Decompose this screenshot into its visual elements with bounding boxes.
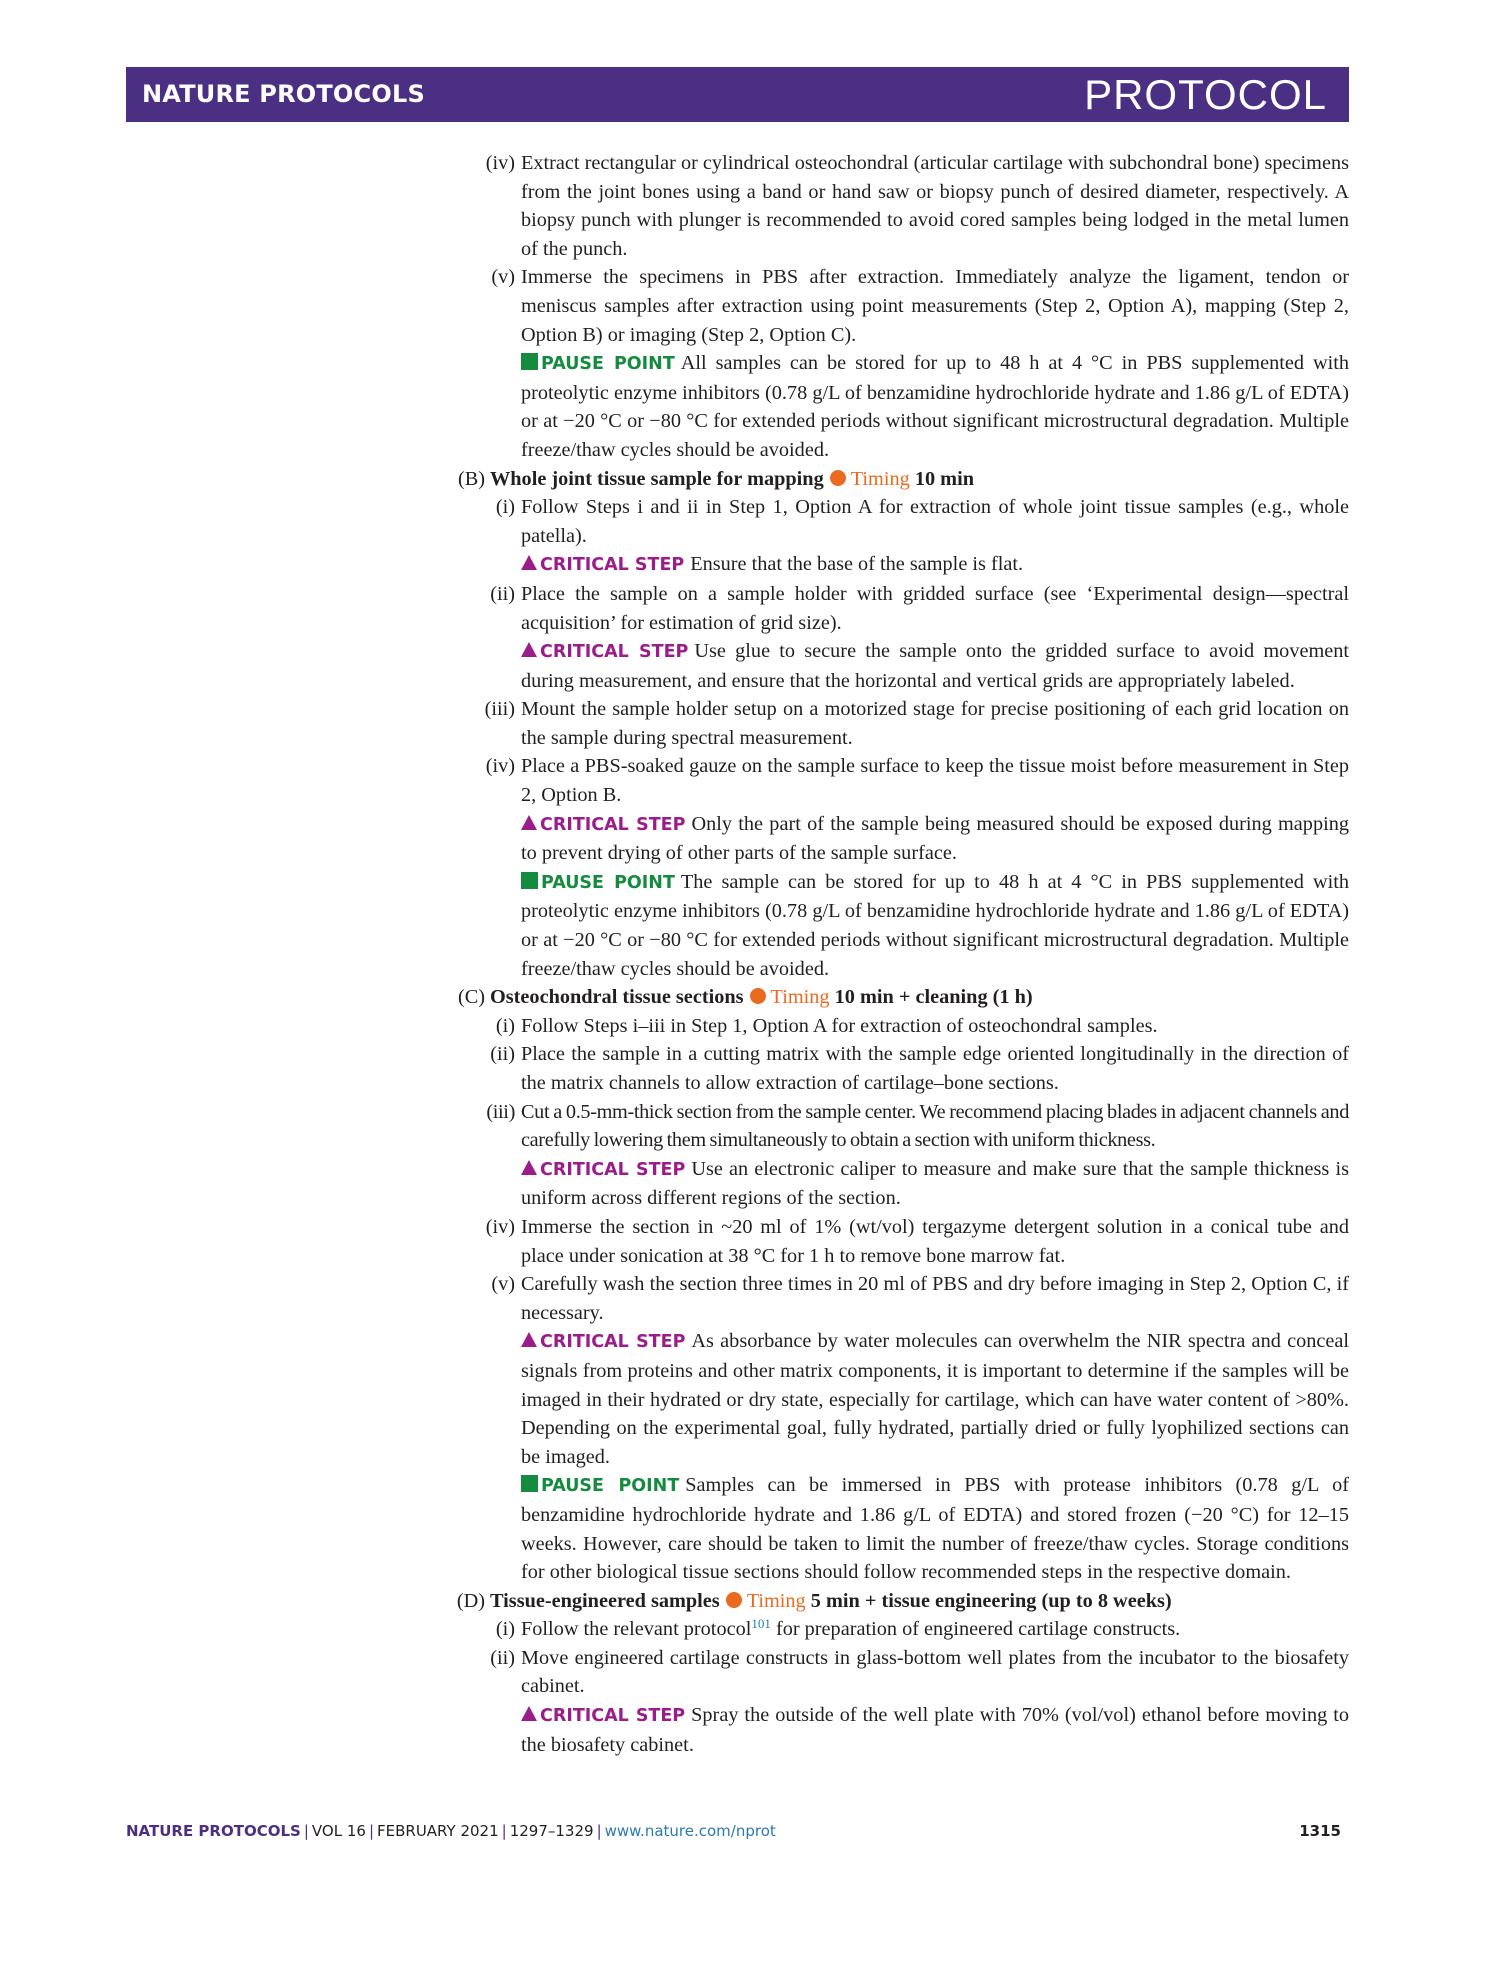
note-text: The sample can be stored for up to 48 h at 4 °C in PBS supplemented with proteolytic enzyme inhibitors (0.78 g/L of benzamidine hydrochloride hydrate and 1.86 g/L of EDTA) or at −20 °C or −80 °C for extended periods without significant microstructural degradation. Multiple freeze/thaw cycles should be avoided. — [521, 870, 1349, 980]
timing-label: Timing — [850, 467, 910, 490]
section-title: Whole joint tissue sample for mapping — [490, 467, 824, 490]
section-letter: (B) — [457, 467, 485, 490]
step-b-iii — [445, 695, 1349, 752]
critical-triangle-icon — [521, 1706, 537, 1721]
timing-dot-icon — [750, 988, 766, 1004]
critical-step-label: CRITICAL STEP — [540, 1706, 686, 1727]
pause-square-icon — [521, 1475, 538, 1492]
footer-url-link[interactable]: www.nature.com/nprot — [604, 1822, 776, 1840]
critical-triangle-icon — [521, 642, 537, 657]
main-content — [445, 149, 1349, 1759]
footer-journal: NATURE PROTOCOLS — [126, 1822, 301, 1840]
critical-step-label: CRITICAL STEP — [540, 814, 686, 835]
step-text: Place the sample in a cutting matrix with the sample edge oriented longitudinally in the direction of the matrix channels to allow extraction of cartilage–bone sections. — [521, 1043, 1349, 1094]
step-number: (iv) — [485, 152, 515, 174]
step-b-i — [445, 493, 1349, 550]
step-text: Immerse the specimens in PBS after extraction. Immediately analyze the ligament, tendon or meniscus samples after extraction using point measurements (Step 2, Option A), mapping (Step 2, Option B) or imaging (Step 2, Option C). — [521, 266, 1349, 346]
step-text: Move engineered cartilage constructs in glass-bottom well plates from the incubator to the biosafety cabinet. — [521, 1646, 1349, 1698]
pause-square-icon — [521, 353, 538, 370]
step-text: Cut a 0.5-mm-thick section from the sample center. We recommend placing blades in adjacent channels and carefully lowering them simultaneously to obtain a section with uniform thickness. — [521, 1100, 1349, 1152]
page-number: 1315 — [1299, 1822, 1341, 1840]
step-number: (iii) — [486, 1100, 515, 1123]
pause-point-note — [445, 349, 1349, 464]
footer-date: FEBRUARY 2021 — [377, 1822, 499, 1840]
note-text: All samples can be stored for up to 48 h at 4 °C in PBS supplemented with proteolytic enzyme inhibitors (0.78 g/L of benzamidine hydrochloride hydrate and 1.86 g/L of EDTA) or at −20 °C or −80 °C for extended periods without significant microstructural degradation. Multiple freeze/thaw cycles should be avoided. — [521, 352, 1350, 461]
note-text: As absorbance by water molecules can overwhelm the NIR spectra and conceal signals from proteins and other matrix components, it is important to determine if the samples will be imaged in their hydrated or dry state, especially for cartilage, which can have water content of >80%. Depending on the experimental goal, fully hydrated, partially dried or fully lyophilized sections can be imaged. — [521, 1330, 1350, 1468]
critical-step-note — [445, 810, 1349, 868]
footer-separator: | — [596, 1822, 602, 1840]
step-text: for preparation of engineered cartilage constructs. — [770, 1618, 1181, 1641]
pause-point-label: PAUSE POINT — [541, 354, 675, 375]
step-d-ii — [445, 1644, 1349, 1701]
step-a-v — [445, 263, 1349, 349]
critical-step-note — [445, 550, 1349, 580]
step-text: Follow Steps i and ii in Step 1, Option A for extraction of whole joint tissue samples (e.g., whole patella). — [521, 496, 1349, 547]
step-b-iv — [445, 752, 1349, 809]
step-number: (v) — [491, 1273, 515, 1296]
step-number: (iv) — [485, 755, 515, 778]
critical-step-note — [445, 1701, 1349, 1759]
pause-square-icon — [521, 872, 538, 889]
step-text: Follow the relevant protocol — [521, 1618, 752, 1641]
step-c-v — [445, 1270, 1349, 1327]
section-d-heading — [445, 1587, 1349, 1616]
section-letter: (D) — [456, 1589, 485, 1612]
critical-step-note — [445, 637, 1349, 695]
section-letter: (C) — [457, 986, 485, 1009]
critical-triangle-icon — [521, 1332, 537, 1347]
step-text: Place a PBS-soaked gauze on the sample surface to keep the tissue moist before measurement in Step 2, Option B. — [521, 755, 1349, 807]
footer-volume: VOL 16 — [311, 1822, 366, 1840]
critical-step-label: CRITICAL STEP — [540, 642, 689, 663]
step-text: Follow Steps i–iii in Step 1, Option A for extraction of osteochondral samples. — [521, 1014, 1158, 1037]
step-number: (iv) — [485, 1215, 515, 1238]
header-band — [126, 67, 1349, 122]
critical-step-label: CRITICAL STEP — [540, 555, 685, 576]
note-text: Spray the outside of the well plate with 70% (vol/vol) ethanol before moving to the biosafety cabinet. — [521, 1704, 1349, 1756]
step-c-iii — [445, 1098, 1349, 1155]
pause-point-note — [445, 1471, 1349, 1586]
section-b-heading — [445, 465, 1349, 494]
section-timing: 10 min + cleaning (1 h) — [834, 986, 1033, 1009]
section-title: Tissue-engineered samples — [490, 1589, 720, 1612]
section-c-heading — [445, 983, 1349, 1012]
timing-label: Timing — [746, 1589, 806, 1612]
page-footer — [126, 1822, 1349, 1840]
note-text: Only the part of the sample being measured should be exposed during mapping to prevent drying of other parts of the sample surface. — [521, 812, 1350, 865]
step-number: (i) — [495, 496, 515, 519]
critical-triangle-icon — [521, 815, 537, 830]
critical-step-note — [445, 1155, 1349, 1213]
step-number: (v) — [491, 266, 515, 289]
step-d-i — [445, 1615, 1349, 1644]
section-title: Osteochondral tissue sections — [490, 986, 744, 1009]
note-text: Use glue to secure the sample onto the gridded surface to avoid movement during measurement, and ensure that the horizontal and vertical grids are appropriately labeled. — [521, 640, 1350, 692]
section-timing: 5 min + tissue engineering (up to 8 weeks) — [810, 1589, 1172, 1612]
reference-link[interactable]: 101 — [751, 1616, 771, 1632]
step-a-iv — [445, 149, 1349, 263]
footer-separator: | — [303, 1822, 309, 1840]
step-c-iv — [445, 1213, 1349, 1270]
critical-step-label: CRITICAL STEP — [540, 1332, 686, 1353]
step-number: (i) — [495, 1014, 515, 1037]
step-b-ii — [445, 580, 1349, 637]
pause-point-note — [445, 868, 1349, 983]
step-text: Mount the sample holder setup on a motorized stage for precise positioning of each grid location on the sample during spectral measurement. — [521, 698, 1349, 749]
pause-point-label: PAUSE POINT — [541, 872, 675, 893]
timing-label: Timing — [770, 986, 830, 1009]
step-text: Immerse the section in ~20 ml of 1% (wt/vol) tergazyme detergent solution in a conical tube and place under sonication at 38 °C for 1 h to remove bone marrow fat. — [521, 1215, 1349, 1267]
note-text: Samples can be immersed in PBS with protease inhibitors (0.78 g/L of benzamidine hydrochloride hydrate and 1.86 g/L of EDTA) and stored frozen (−20 °C) for 12–15 weeks. However, care should be taken to limit the number of freeze/thaw cycles. Storage conditions for other biological tissue sections should follow recommended steps in the respective domain. — [521, 1474, 1349, 1584]
step-c-ii — [445, 1040, 1349, 1097]
step-text: Extract rectangular or cylindrical osteochondral (articular cartilage with subchondral bone) specimens from the joint bones using a band or hand saw or biopsy punch of desired diameter, respectively. A biopsy punch with plunger is recommended to avoid cored samples being lodged in the metal lumen of the punch. — [521, 152, 1349, 260]
pause-point-label: PAUSE POINT — [541, 1476, 680, 1497]
step-number: (ii) — [490, 582, 515, 605]
critical-triangle-icon — [521, 555, 537, 570]
section-timing: 10 min — [914, 467, 974, 490]
step-number: (i) — [495, 1618, 515, 1641]
critical-triangle-icon — [521, 1160, 537, 1175]
article-type: PROTOCOL — [1084, 71, 1327, 118]
step-number: (ii) — [490, 1043, 515, 1066]
timing-dot-icon — [830, 470, 846, 486]
journal-name: NATURE PROTOCOLS — [142, 80, 425, 108]
critical-step-label: CRITICAL STEP — [540, 1159, 686, 1180]
note-text: Use an electronic caliper to measure and make sure that the sample thickness is uniform across different regions of the section. — [521, 1157, 1349, 1210]
critical-step-note — [445, 1327, 1349, 1471]
note-text: Ensure that the base of the sample is flat. — [690, 553, 1024, 576]
step-c-i — [445, 1012, 1349, 1041]
step-text: Place the sample on a sample holder with gridded surface (see ‘Experimental design—spectral acquisition’ for estimation of grid size). — [521, 582, 1349, 634]
footer-pages: 1297–1329 — [509, 1822, 594, 1840]
timing-dot-icon — [726, 1592, 742, 1608]
step-number: (ii) — [490, 1646, 515, 1669]
footer-separator: | — [368, 1822, 374, 1840]
step-text: Carefully wash the section three times in 20 ml of PBS and dry before imaging in Step 2, Option C, if necessary. — [521, 1273, 1349, 1324]
footer-separator: | — [501, 1822, 507, 1840]
step-number: (iii) — [484, 698, 515, 721]
